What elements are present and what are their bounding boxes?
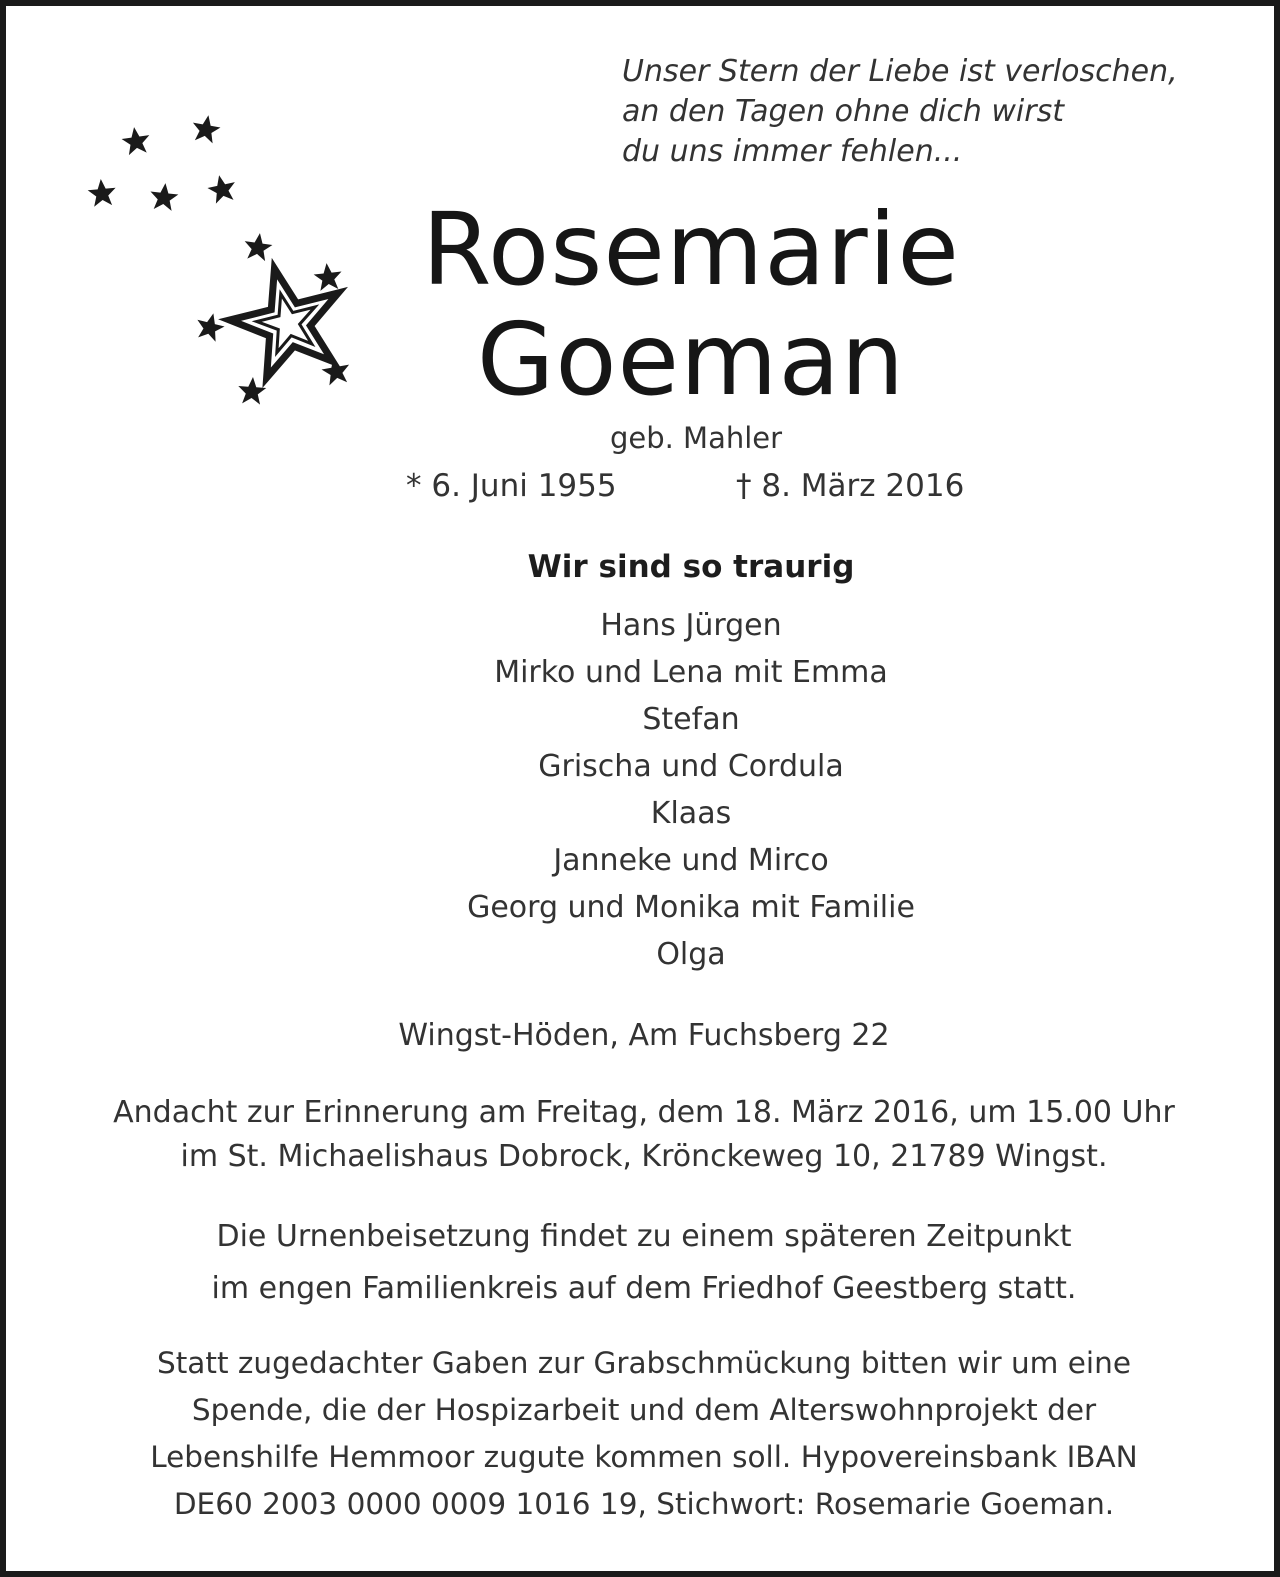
service-line: Andacht zur Erinnerung am Freitag, dem 18. März 2016, um 15.00 Uhr [113, 1095, 1175, 1130]
mourner-name: Hans Jürgen [600, 608, 782, 643]
mourner-name: Stefan [642, 702, 740, 737]
donation-line: DE60 2003 0000 0009 1016 19, Stichwort: Rosemarie Goeman. [173, 1487, 1115, 1521]
family-address: Wingst-Höden, Am Fuchsberg 22 [398, 1018, 890, 1053]
service-info [6, 1091, 1280, 1179]
mourners-list [6, 602, 1280, 978]
death-date: † 8. März 2016 [736, 468, 965, 504]
burial-line: im engen Familienkreis auf dem Friedhof Geestberg statt. [211, 1271, 1077, 1306]
service-line: im St. Michaelishaus Dobrock, Krönckeweg 10, 21789 Wingst. [180, 1139, 1108, 1174]
donation-line: Spende, die der Hospizarbeit und dem Alterswohnprojekt der [191, 1393, 1097, 1427]
donation-line: Statt zugedachter Gaben zur Grabschmückung bitten wir um eine [157, 1346, 1131, 1380]
deceased-last-name: Goeman [476, 301, 906, 418]
maiden-name: geb. Mahler [609, 421, 783, 455]
deceased-first-name: Rosemarie [422, 191, 960, 308]
poem-line: an den Tagen ohne dich wirst [622, 94, 1064, 129]
mourner-name: Grischa und Cordula [538, 749, 844, 784]
birth-date: * 6. Juni 1955 [406, 468, 617, 504]
poem [622, 52, 1178, 172]
mourner-name: Janneke und Mirco [553, 843, 829, 878]
poem-line: du uns immer fehlen... [622, 134, 963, 169]
mourners-heading: Wir sind so traurig [527, 549, 855, 585]
burial-info [6, 1211, 1280, 1315]
donation-info [6, 1340, 1280, 1528]
mourner-name: Klaas [650, 796, 732, 831]
mourner-name: Georg und Monika mit Familie [467, 890, 915, 925]
stars-icon [76, 101, 376, 431]
mourner-name: Mirko und Lena mit Emma [494, 655, 888, 690]
donation-line: Lebenshilfe Hemmoor zugute kommen soll. Hypovereinsbank IBAN [150, 1440, 1138, 1474]
burial-line: Die Urnenbeisetzung findet zu einem späteren Zeitpunkt [216, 1219, 1072, 1254]
mourner-name: Olga [656, 937, 726, 972]
poem-line: Unser Stern der Liebe ist verloschen, [622, 54, 1178, 89]
